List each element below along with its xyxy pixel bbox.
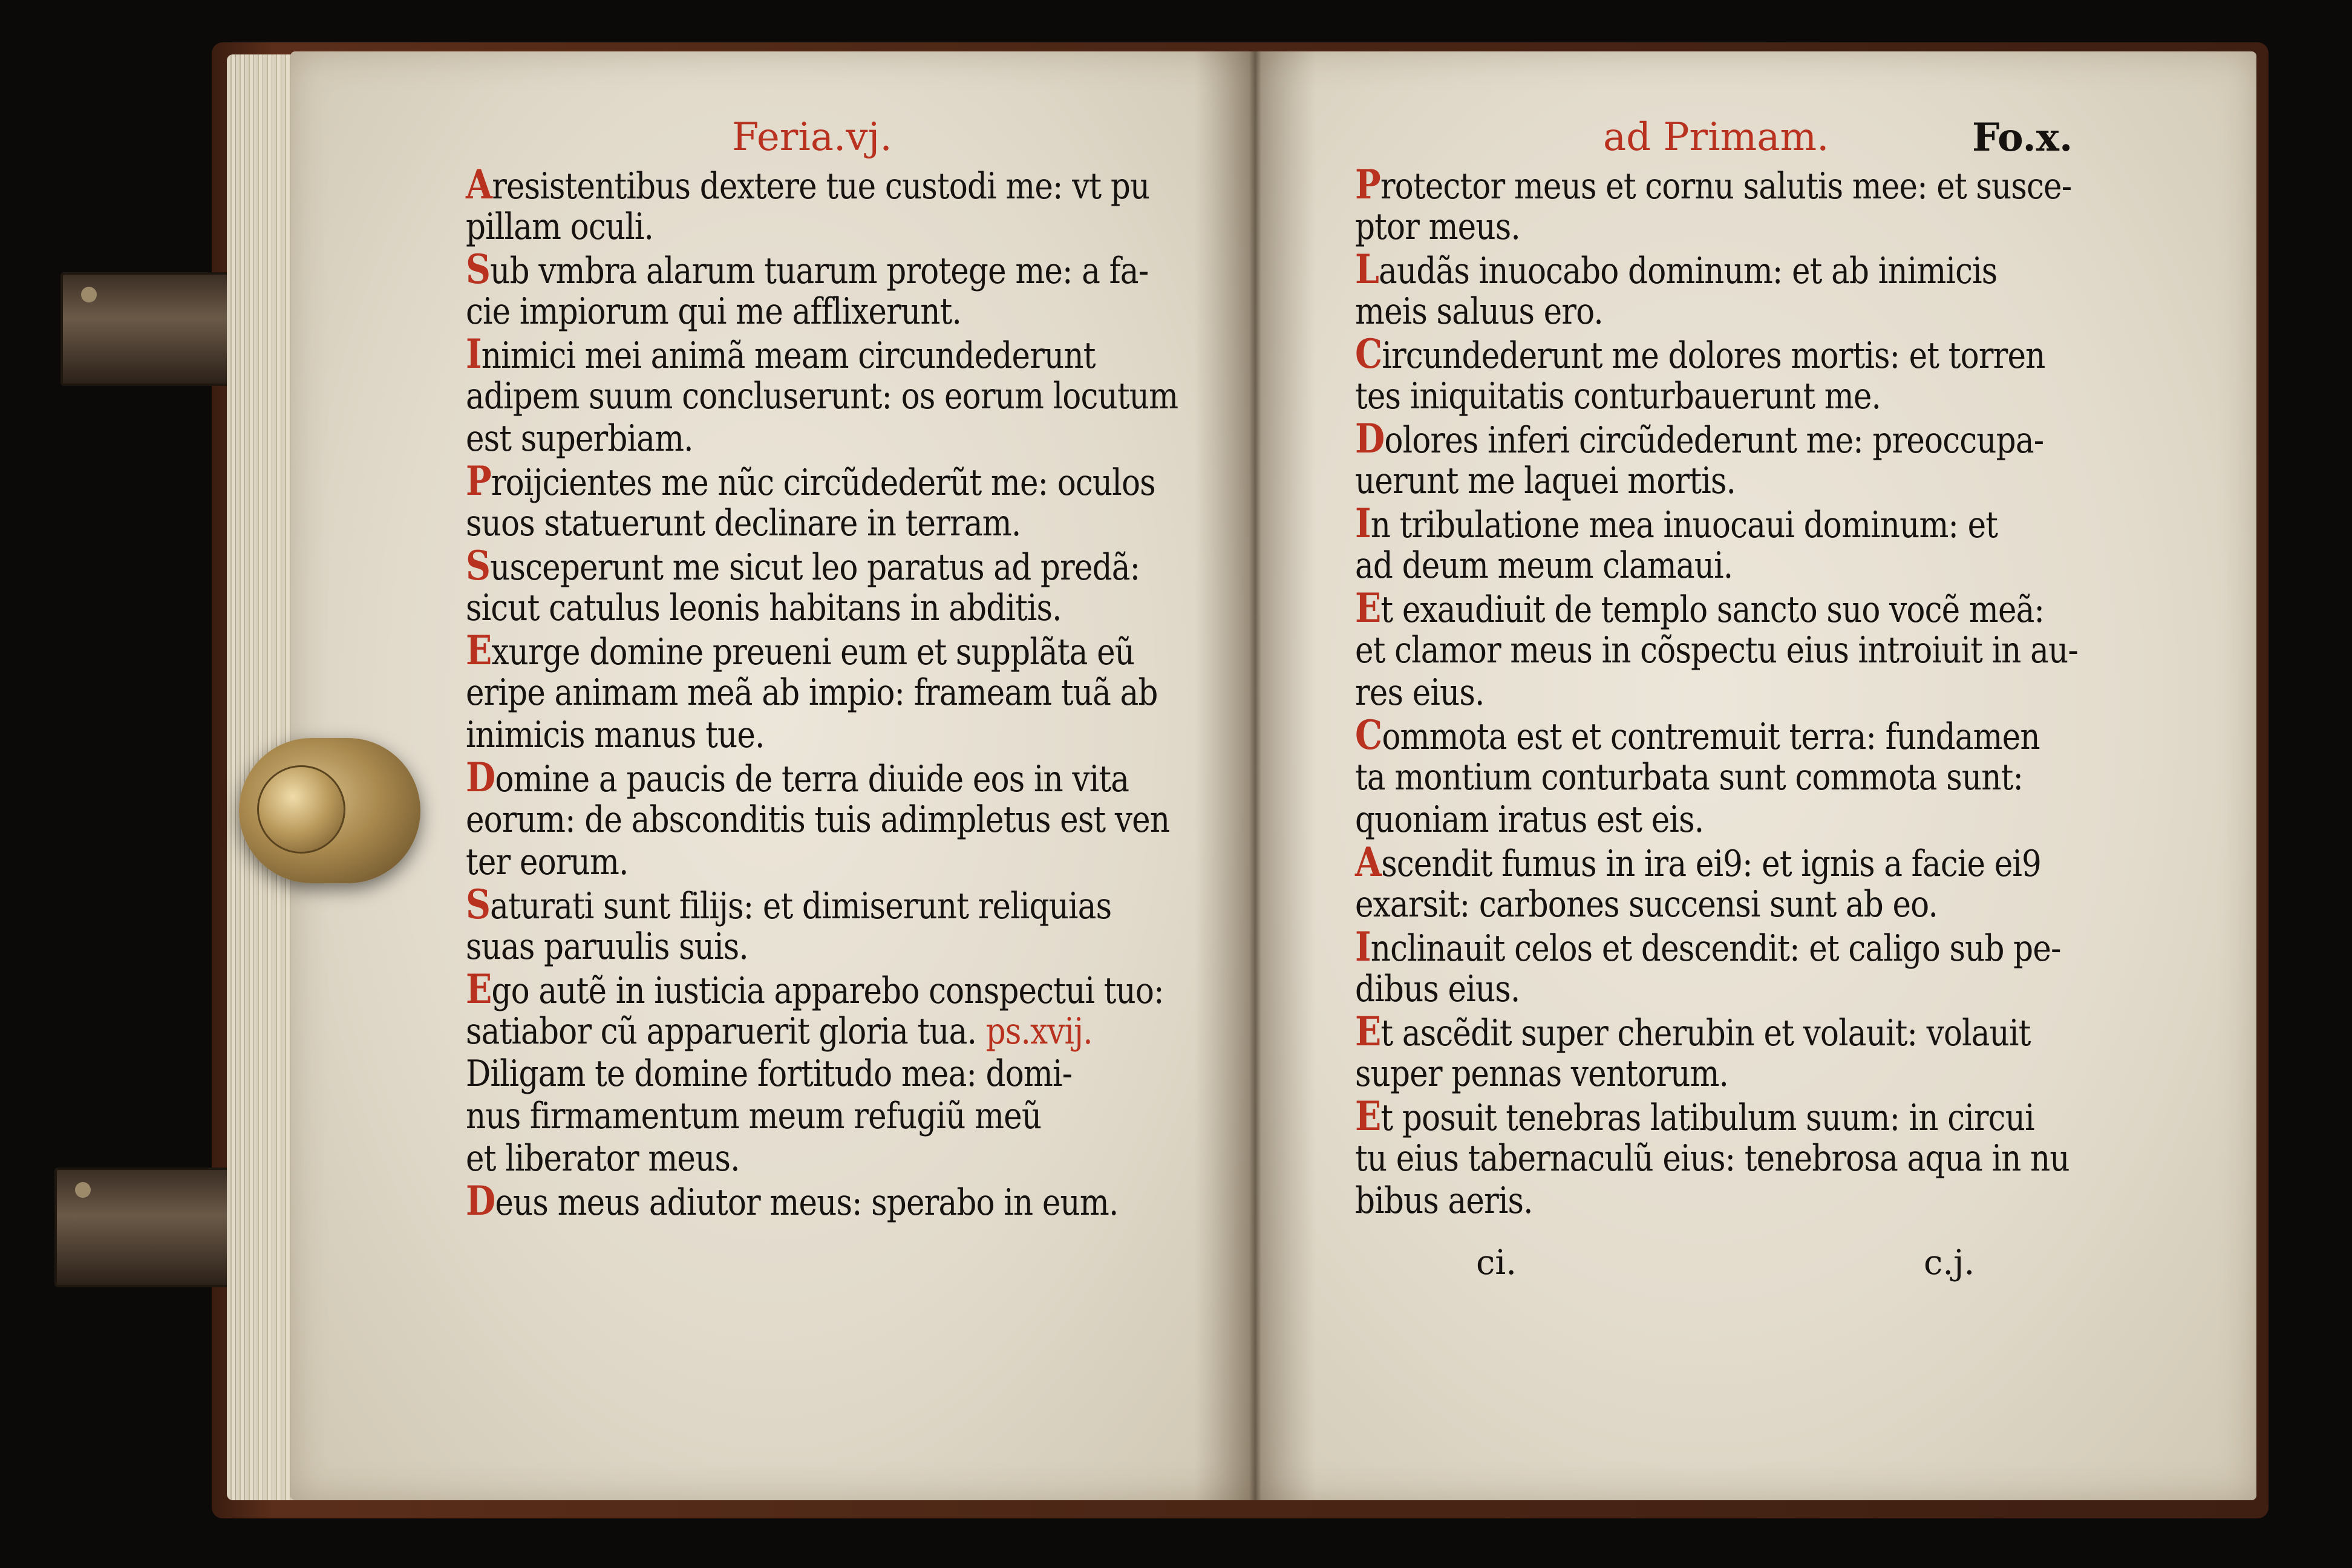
text-line [466,1095,1096,1137]
line-text: omine a paucis de terra diuide eos in vita [495,758,1129,800]
text-line [466,754,1129,801]
text-line [1355,460,1985,502]
text-line [466,417,1096,460]
book-gutter [1195,51,1316,1500]
text-line [1355,923,2061,970]
rubricated-initial: A [466,161,492,208]
text-line [1355,671,1985,714]
text-line [466,1137,1096,1180]
right-text-column [1355,163,2087,1222]
text-line [1355,799,1985,841]
rubricated-initial: I [466,330,482,377]
line-text: uerunt me laquei mortis. [1355,460,1736,502]
line-text: audãs inuocabo dominum: et ab inimicis [1379,250,1998,292]
line-text: res eius. [1355,671,1485,714]
upper-clasp [60,272,241,386]
line-text: et clamor meus in cõspectu eius introiuit in au- [1355,629,2078,671]
rubricated-initial: I [1355,923,1371,970]
right-running-head: ad Primam. [1603,115,1829,160]
lower-clasp [54,1168,241,1287]
line-text: ommota est et contremuit terra: fundamen [1382,716,2040,758]
text-line [1355,883,1985,926]
text-line [466,965,1164,1013]
line-text: meis saluus ero. [1355,290,1603,333]
line-text: nimici mei animã meam circundederunt [481,335,1096,377]
line-text: satiabor cũ apparuerit gloria tua. [466,1010,977,1053]
text-line [466,1177,1119,1224]
line-text: adipem suum concluserunt: os eorum locutum [466,375,1178,417]
line-text: t posuit tenebras latibulum suum: in circui [1380,1097,2034,1139]
rubricated-initial: D [466,754,495,801]
catchword: ci. [1476,1243,1517,1282]
text-line [1355,375,1985,417]
line-text: dibus eius. [1355,968,1520,1010]
line-text: suas paruulis suis. [466,926,748,968]
left-running-head: Feria.vj. [732,115,892,160]
line-text: est superbiam. [466,417,693,460]
text-line [466,1053,1096,1095]
text-line [1355,584,2045,632]
text-line [1355,756,2024,799]
rubricated-initial: L [1355,246,1379,293]
line-text: ad deum meum clamaui. [1355,544,1733,587]
line-text: sicut catulus leonis habitans in abditis. [466,587,1062,629]
rubricated-initial: C [1355,330,1382,377]
line-text: et liberator meus. [466,1137,740,1180]
line-text: eorum: de absconditis tuis adimpletus est ven [466,799,1170,841]
rubricated-initial: D [466,1177,495,1224]
line-text: tu eius tabernaculũ eius: tenebrosa aqua in nu [1355,1137,2069,1180]
text-line [466,714,1096,756]
text-line [1355,711,2040,759]
text-line [1355,1008,2031,1055]
line-text: usceperunt me sicut leo paratus ad predã: [490,546,1140,589]
text-line [1355,1093,2034,1140]
text-line [1355,161,2072,208]
rubricated-initial: E [466,965,492,1013]
line-text: exarsit: carbones succensi sunt ab eo. [1355,883,1938,926]
text-line [466,542,1140,589]
rubricated-initial: C [1355,711,1382,759]
line-text: quoniam iratus est eis. [1355,799,1704,841]
rubricated-initial: D [1355,415,1385,462]
text-line [1355,206,1985,248]
line-text: n tribulatione mea inuocaui dominum: et [1370,504,1998,546]
left-text-column [466,163,1198,1222]
text-line [466,926,1096,968]
line-text: eus meus adiutor meus: sperabo in eum. [495,1181,1119,1224]
rubricated-initial: E [1355,1093,1381,1140]
line-text: ircundederunt me dolores mortis: et torren [1382,335,2045,377]
line-text: cie impiorum qui me afflixerunt. [466,290,962,333]
text-line [466,246,1149,293]
line-text: inimicis manus tue. [466,714,765,756]
brass-weight [239,738,420,883]
signature-mark: c.j. [1924,1243,1975,1282]
text-line [1355,544,1985,587]
line-text: super pennas ventorum. [1355,1053,1729,1095]
text-line [466,881,1112,928]
text-line [466,587,1096,629]
rubricated-initial: P [466,457,491,505]
line-text: aturati sunt filijs: et dimiserunt reliquias [490,885,1112,927]
line-text: ptor meus. [1355,206,1520,248]
line-text: nclinauit celos et descendit: et caligo sub pe- [1370,927,2061,970]
text-line [1355,246,1998,293]
line-text: roijcientes me nũc circũdederũt me: oculos [491,462,1155,504]
line-text: ter eorum. [466,841,629,883]
text-line [466,375,1178,417]
line-text: tes iniquitatis conturbauerunt me. [1355,375,1881,417]
line-text: xurge domine preueni eum et supplãta eũ [491,631,1135,673]
rubricated-initial: S [466,542,491,589]
line-text: go autẽ in iusticia apparebo conspectui tuo: [491,970,1164,1012]
line-text: bibus aeris. [1355,1180,1533,1222]
line-text: scendit fumus in ira ei9: et ignis a facie ei9 [1381,843,2042,885]
line-text: ub vmbra alarum tuarum protege me: a fa- [490,250,1149,292]
line-text: ta montium conturbata sunt commota sunt: [1355,756,2024,799]
line-text: rotector meus et cornu salutis mee: et susce- [1380,165,2072,207]
text-line [466,799,1170,841]
line-text: Diligam te domine fortitudo mea: domi- [466,1053,1073,1095]
rubricated-initial: E [1355,1008,1381,1055]
text-line [466,502,1096,544]
text-line [1355,1180,1985,1222]
line-text: suos statuerunt declinare in terram. [466,502,1021,544]
line-text: resistentibus dextere tue custodi me: vt pu [492,165,1150,207]
folio-number: Fo.x. [1972,115,2073,160]
text-line [466,161,1150,208]
text-line [1355,290,1985,333]
text-line [1355,629,2078,671]
text-line [466,627,1135,674]
text-line [1355,1137,2069,1180]
line-text: eripe animam meã ab impio: frameam tuã ab [466,671,1158,714]
text-line [1355,1053,1985,1095]
text-line [1355,330,2045,377]
text-line [1355,838,2042,886]
psalm-reference: ps.xvij. [976,1010,1093,1053]
text-line [466,671,1158,714]
text-line [466,330,1096,377]
line-text: nus firmamentum meum refugiũ meũ [466,1095,1042,1137]
rubricated-initial: I [1355,500,1371,547]
rubricated-initial: P [1355,161,1380,208]
line-text: olores inferi circũdederunt me: preoccupa- [1384,419,2044,462]
rubricated-initial: E [466,627,492,674]
text-line [466,206,1096,248]
line-text: t exaudiuit de templo sancto suo vocẽ meã: [1380,589,2045,631]
text-line [466,290,1096,333]
rubricated-initial: E [1355,584,1381,632]
text-line [466,457,1155,505]
line-text: pillam oculi. [466,206,654,248]
rubricated-initial: S [466,246,491,293]
text-line [1355,415,2044,462]
text-line [466,1010,1096,1053]
line-text: t ascẽdit super cherubin et volauit: volauit [1380,1012,2031,1054]
text-line [1355,500,1998,547]
rubricated-initial: A [1355,838,1382,886]
text-line [1355,968,1985,1010]
text-line [466,841,1096,883]
rubricated-initial: S [466,881,491,928]
